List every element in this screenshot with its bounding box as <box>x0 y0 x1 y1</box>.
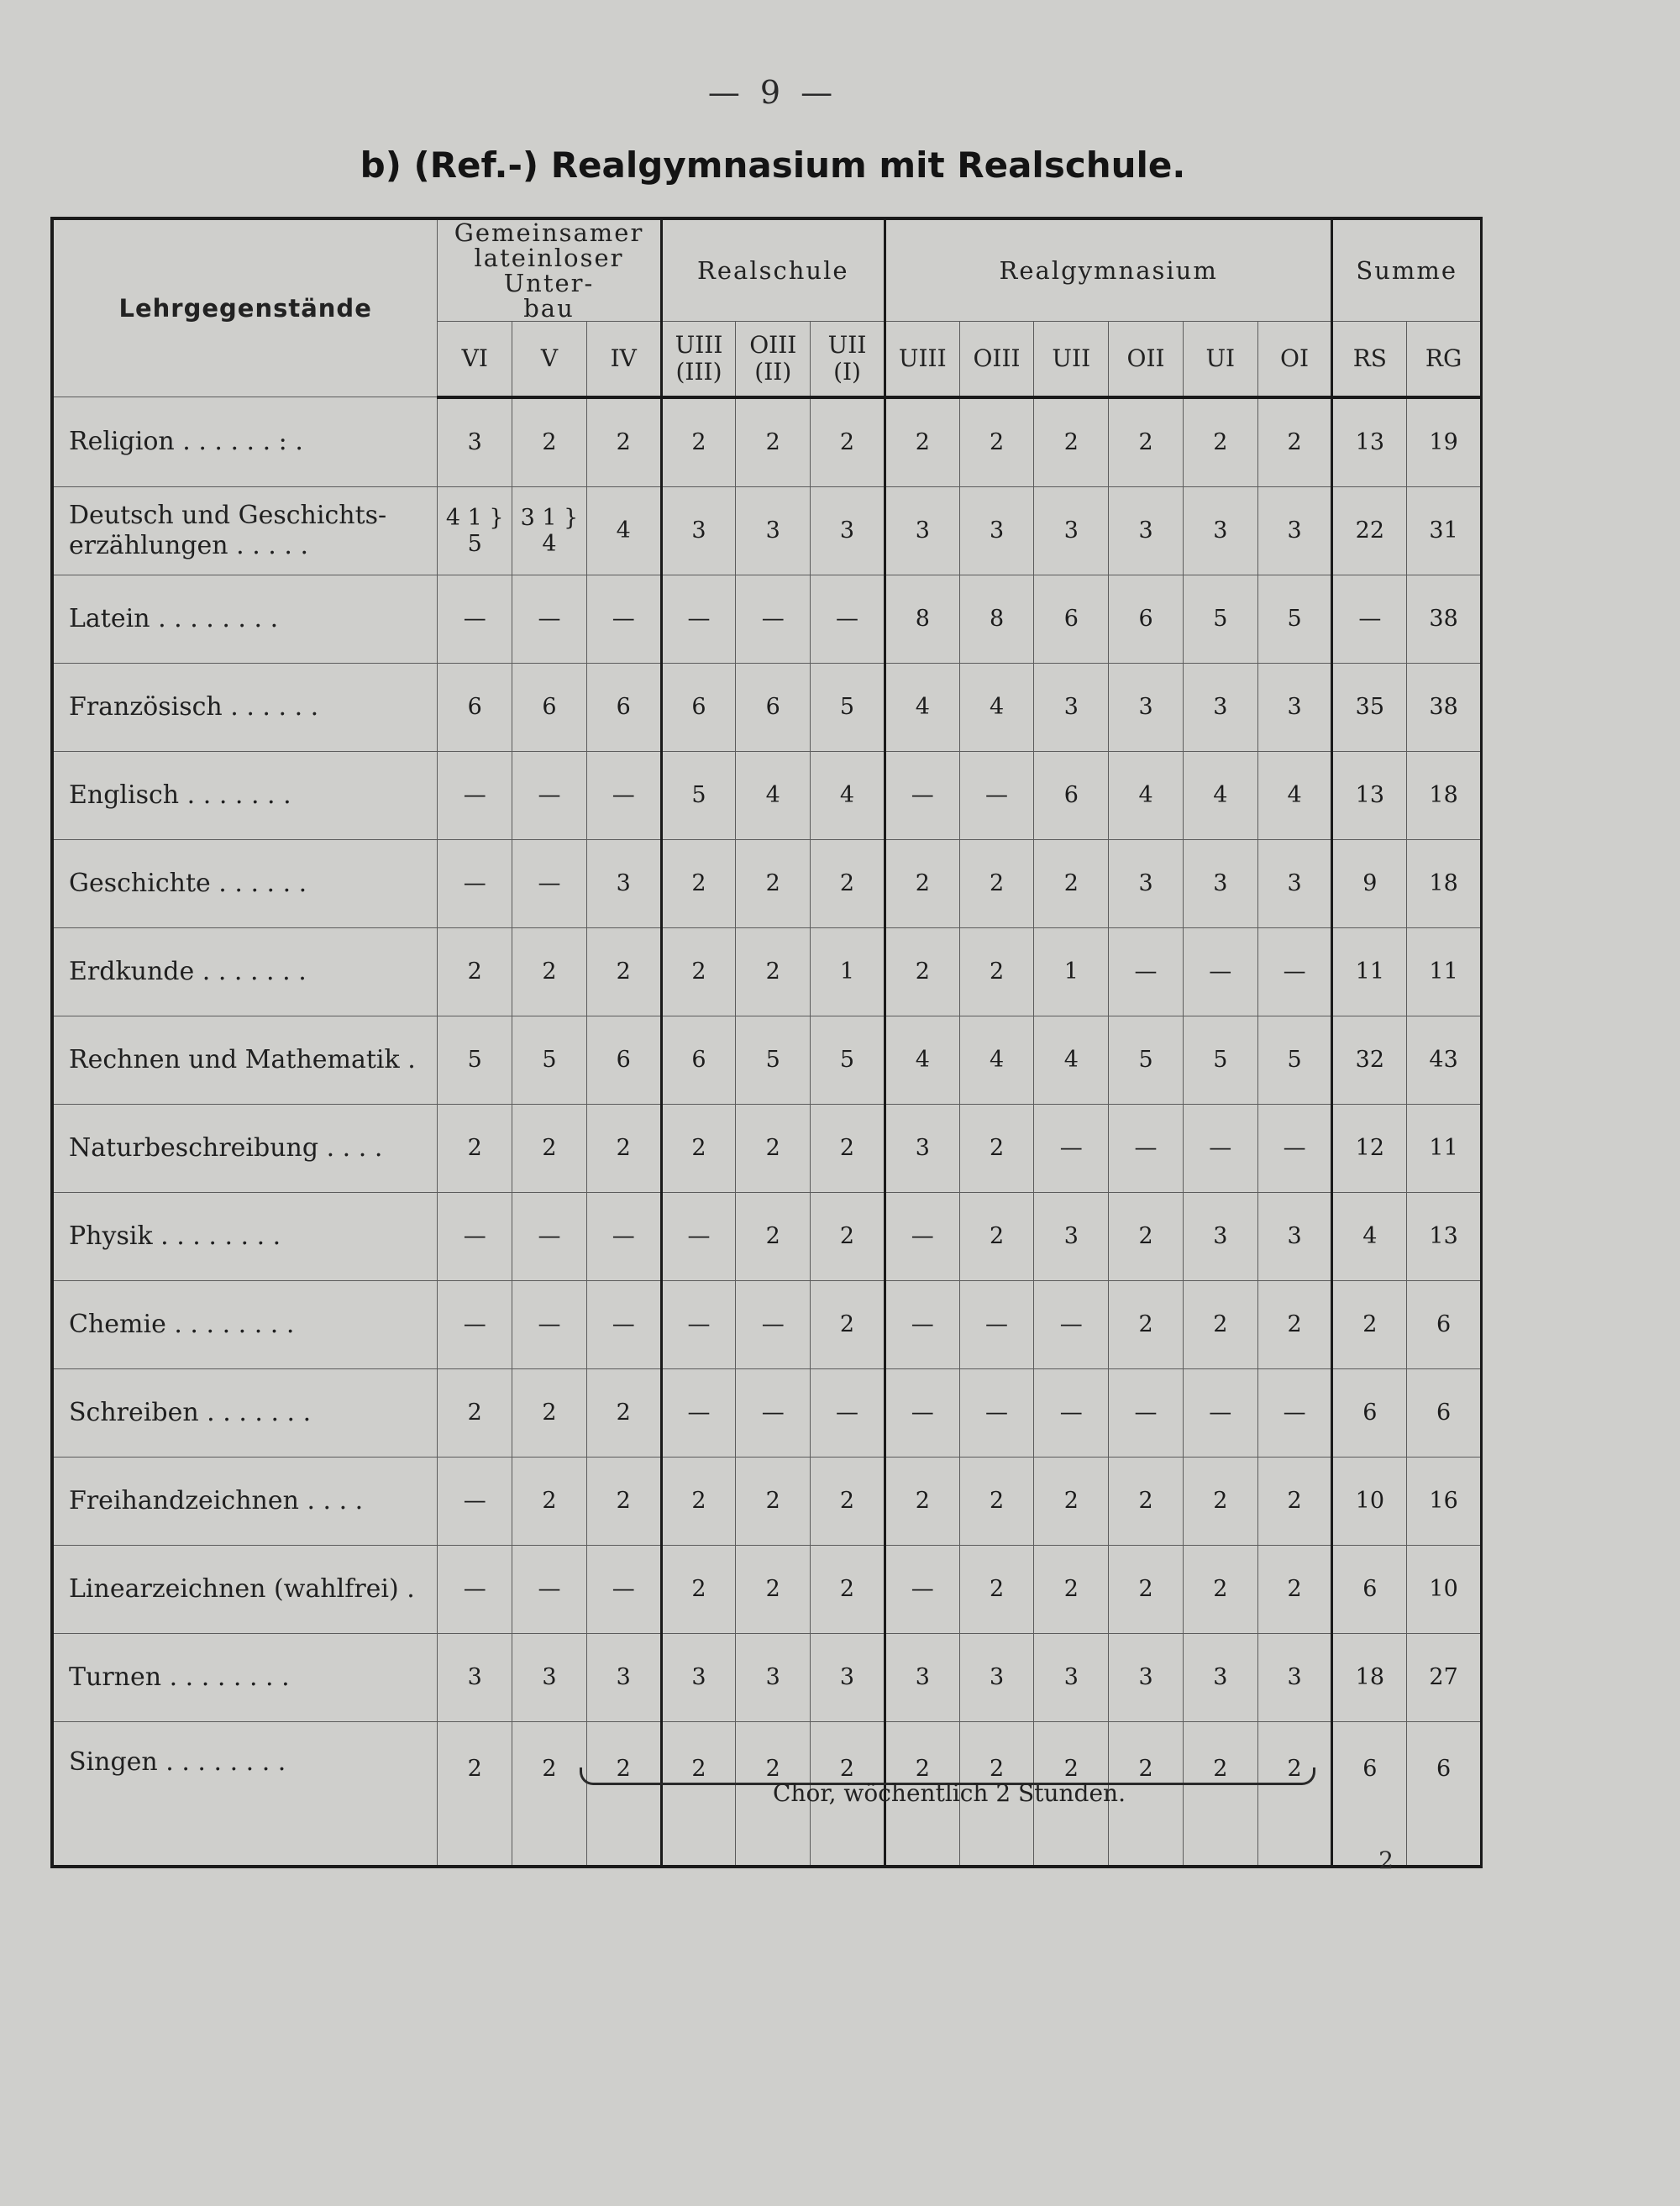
subject-cell: Englisch . . . . . . . <box>52 751 438 839</box>
hours-cell: 3 <box>1109 486 1184 575</box>
hours-cell: 2 <box>811 1280 885 1368</box>
page-number: — 9 — <box>707 74 838 111</box>
hours-cell: 5 <box>811 663 885 751</box>
sum-cell: 31 <box>1407 486 1482 575</box>
hours-cell: 2 <box>512 1721 587 1867</box>
hours-cell: 3 <box>1183 839 1257 927</box>
hours-cell: 3 <box>959 486 1034 575</box>
sum-cell: 10 <box>1332 1457 1407 1545</box>
hours-cell: 2 <box>959 839 1034 927</box>
hours-cell: 2 <box>1257 397 1332 487</box>
hours-cell: — <box>959 1280 1034 1368</box>
column-header: VI <box>438 322 512 397</box>
column-header: UII (I) <box>811 322 885 397</box>
hours-cell: 2 <box>586 1104 661 1192</box>
hours-cell: 3 <box>959 1633 1034 1721</box>
hours-cell: 2 <box>736 1104 811 1192</box>
hours-cell: 3 <box>1109 1633 1184 1721</box>
hours-cell: — <box>1257 1368 1332 1457</box>
hours-cell: 3 <box>736 486 811 575</box>
hours-cell: — <box>1183 1368 1257 1457</box>
hours-cell: 6 <box>736 663 811 751</box>
sum-cell: 13 <box>1332 751 1407 839</box>
hours-cell: 3 <box>1034 663 1109 751</box>
hours-cell: 2 <box>1109 1457 1184 1545</box>
hours-cell: 2 <box>1257 1545 1332 1633</box>
hours-cell: 6 <box>586 1016 661 1104</box>
subject-cell: Singen . . . . . . . . <box>52 1721 438 1867</box>
hours-cell: 2 <box>661 839 736 927</box>
hours-cell: 2 <box>959 1545 1034 1633</box>
hours-cell: 2 <box>736 1721 811 1867</box>
hours-cell: 4 <box>885 663 959 751</box>
sum-cell: 9 <box>1332 839 1407 927</box>
hours-cell: 6 <box>512 663 587 751</box>
table-row <box>52 663 1482 751</box>
hours-cell: 3 <box>885 1104 959 1192</box>
hours-cell: 3 <box>1257 839 1332 927</box>
hours-cell: 3 <box>512 1633 587 1721</box>
hours-cell: 5 <box>438 1016 512 1104</box>
subject-cell: Rechnen und Mathematik . <box>52 1016 438 1104</box>
hours-cell: — <box>736 1280 811 1368</box>
table-row <box>52 1457 1482 1545</box>
hours-cell: 2 <box>586 927 661 1016</box>
hours-cell: 5 <box>811 1016 885 1104</box>
hours-cell: 2 <box>959 1457 1034 1545</box>
group-header: Realschule <box>661 218 885 322</box>
hours-cell: 4 <box>586 486 661 575</box>
column-header: V <box>512 322 587 397</box>
hours-cell: 6 <box>586 663 661 751</box>
hours-cell: 2 <box>661 1721 736 1867</box>
hours-cell: 6 <box>661 663 736 751</box>
table-body <box>52 397 1482 1867</box>
hours-cell: 5 <box>661 751 736 839</box>
hours-cell: — <box>661 1368 736 1457</box>
table-row <box>52 486 1482 575</box>
hours-cell: — <box>512 575 587 663</box>
hours-cell: 3 <box>811 1633 885 1721</box>
sum-cell: 32 <box>1332 1016 1407 1104</box>
hours-cell: 2 <box>1109 1545 1184 1633</box>
hours-cell: — <box>438 575 512 663</box>
hours-cell: 3 <box>1183 1633 1257 1721</box>
page-title: b) (Ref.-) Realgymnasium mit Realschule. <box>360 144 1186 186</box>
hours-cell: 2 <box>811 1192 885 1280</box>
hours-cell: 2 <box>1034 839 1109 927</box>
sum-cell: 2 <box>1332 1280 1407 1368</box>
hours-cell: — <box>1257 927 1332 1016</box>
hours-cell: 2 <box>1257 1721 1332 1867</box>
hours-cell: 2 <box>512 1104 587 1192</box>
table-row <box>52 1633 1482 1721</box>
table-row <box>52 1368 1482 1457</box>
hours-cell: 2 <box>661 927 736 1016</box>
hours-cell: — <box>512 1545 587 1633</box>
hours-cell: 2 <box>959 1104 1034 1192</box>
hours-cell: — <box>1109 1104 1184 1192</box>
table-row <box>52 839 1482 927</box>
table-row <box>52 927 1482 1016</box>
hours-cell: 2 <box>512 397 587 487</box>
hours-cell: 2 <box>1109 1192 1184 1280</box>
sum-cell: 43 <box>1407 1016 1482 1104</box>
hours-cell: — <box>1034 1104 1109 1192</box>
table-row <box>52 1192 1482 1280</box>
hours-cell: 2 <box>586 397 661 487</box>
hours-cell: — <box>661 1280 736 1368</box>
hours-cell: 2 <box>661 397 736 487</box>
sum-cell: 19 <box>1407 397 1482 487</box>
hours-cell: 3 <box>1183 663 1257 751</box>
hours-cell: — <box>438 1280 512 1368</box>
sum-cell: 6 <box>1407 1368 1482 1457</box>
hours-cell: — <box>1257 1104 1332 1192</box>
sum-cell: 18 <box>1407 839 1482 927</box>
hours-cell: 3 <box>885 1633 959 1721</box>
hours-cell: 6 <box>1034 575 1109 663</box>
sum-cell: 13 <box>1332 397 1407 487</box>
hours-cell: 2 <box>811 1104 885 1192</box>
hours-cell: — <box>661 1192 736 1280</box>
sum-cell: 6 <box>1332 1368 1407 1457</box>
hours-cell: 5 <box>1183 575 1257 663</box>
hours-cell: 2 <box>885 397 959 487</box>
hours-cell: 2 <box>1183 1721 1257 1867</box>
sum-cell: — <box>1332 575 1407 663</box>
subject-cell: Erdkunde . . . . . . . <box>52 927 438 1016</box>
hours-cell: 3 <box>661 1633 736 1721</box>
hours-cell: — <box>885 1545 959 1633</box>
hours-cell: 2 <box>811 839 885 927</box>
sum-cell: 35 <box>1332 663 1407 751</box>
hours-cell: 4 <box>811 751 885 839</box>
column-header: RS <box>1332 322 1407 397</box>
hours-cell: 3 <box>1034 486 1109 575</box>
hours-cell: 2 <box>1109 397 1184 487</box>
hours-cell: 2 <box>586 1721 661 1867</box>
hours-cell: 2 <box>438 1368 512 1457</box>
curriculum-table <box>50 217 1483 1868</box>
table-row <box>52 1280 1482 1368</box>
table-row <box>52 575 1482 663</box>
table-row <box>52 397 1482 487</box>
hours-cell: 2 <box>1034 1457 1109 1545</box>
hours-cell: 2 <box>512 1368 587 1457</box>
hours-cell: 2 <box>811 1457 885 1545</box>
hours-cell: 3 <box>1257 1192 1332 1280</box>
hours-cell: 2 <box>959 397 1034 487</box>
column-header: OI <box>1257 322 1332 397</box>
sum-cell: 18 <box>1407 751 1482 839</box>
hours-cell: 2 <box>1257 1280 1332 1368</box>
hours-cell: — <box>885 1192 959 1280</box>
hours-cell: 3 <box>1257 663 1332 751</box>
subject-column-header: Lehrgegenstände <box>52 218 438 397</box>
hours-cell: — <box>438 1192 512 1280</box>
hours-cell: — <box>586 751 661 839</box>
hours-cell: — <box>1183 1104 1257 1192</box>
hours-cell: — <box>736 575 811 663</box>
hours-cell: — <box>586 1192 661 1280</box>
hours-cell: 4 1 } 5 <box>438 486 512 575</box>
hours-cell: — <box>438 839 512 927</box>
table-row <box>52 1545 1482 1633</box>
sum-cell: 11 <box>1332 927 1407 1016</box>
table-row <box>52 1104 1482 1192</box>
column-header: UIII <box>885 322 959 397</box>
sum-cell: 6 <box>1407 1721 1482 1867</box>
hours-cell: — <box>959 1368 1034 1457</box>
hours-cell: 2 <box>661 1545 736 1633</box>
group-header: Summe <box>1332 218 1482 322</box>
hours-cell: 8 <box>959 575 1034 663</box>
hours-cell: — <box>512 839 587 927</box>
hours-cell: 3 <box>1109 663 1184 751</box>
subject-cell: Religion . . . . . . : . <box>52 397 438 487</box>
hours-cell: 2 <box>512 1457 587 1545</box>
column-header: UI <box>1183 322 1257 397</box>
hours-cell: 3 <box>1183 486 1257 575</box>
hours-cell: 2 <box>736 1192 811 1280</box>
hours-cell: 2 <box>1183 1457 1257 1545</box>
sum-cell: 10 <box>1407 1545 1482 1633</box>
hours-cell: 2 <box>736 1545 811 1633</box>
hours-cell: 2 <box>736 927 811 1016</box>
subject-cell: Chemie . . . . . . . . <box>52 1280 438 1368</box>
hours-cell: 2 <box>1034 397 1109 487</box>
hours-cell: 2 <box>736 1457 811 1545</box>
hours-cell: 5 <box>512 1016 587 1104</box>
hours-cell: 4 <box>1183 751 1257 839</box>
hours-cell: 4 <box>885 1016 959 1104</box>
hours-cell: 8 <box>885 575 959 663</box>
hours-cell: 1 <box>811 927 885 1016</box>
group-header: Realgymnasium <box>885 218 1332 322</box>
hours-cell: 2 <box>438 1104 512 1192</box>
hours-cell: 2 <box>512 927 587 1016</box>
hours-cell: — <box>811 575 885 663</box>
sum-cell: 22 <box>1332 486 1407 575</box>
sum-cell: 38 <box>1407 663 1482 751</box>
hours-cell: 2 <box>1183 397 1257 487</box>
hours-cell: 3 <box>586 1633 661 1721</box>
hours-cell: 5 <box>1109 1016 1184 1104</box>
hours-cell: — <box>885 1368 959 1457</box>
hours-cell: 3 <box>661 486 736 575</box>
hours-cell: — <box>586 1280 661 1368</box>
group-header: Gemeinsamer lateinloser Unter- bau <box>438 218 661 322</box>
sum-cell: 12 <box>1332 1104 1407 1192</box>
hours-cell: — <box>512 1192 587 1280</box>
hours-cell: 2 <box>661 1104 736 1192</box>
subject-cell: Latein . . . . . . . . <box>52 575 438 663</box>
sum-cell: 6 <box>1332 1721 1407 1867</box>
hours-cell: 2 <box>1183 1545 1257 1633</box>
hours-cell: — <box>438 1545 512 1633</box>
hours-cell: 1 <box>1034 927 1109 1016</box>
hours-cell: 2 <box>959 1721 1034 1867</box>
hours-cell: 3 <box>1257 1633 1332 1721</box>
hours-cell: 2 <box>438 927 512 1016</box>
hours-cell: 4 <box>1034 1016 1109 1104</box>
hours-cell: — <box>1109 1368 1184 1457</box>
hours-cell: 3 <box>586 839 661 927</box>
hours-cell: — <box>736 1368 811 1457</box>
hours-cell: 2 <box>885 927 959 1016</box>
hours-cell: 3 <box>885 486 959 575</box>
column-header: OIII <box>959 322 1034 397</box>
column-header: UII <box>1034 322 1109 397</box>
hours-cell: 3 <box>438 397 512 487</box>
hours-cell: 3 <box>1257 486 1332 575</box>
subject-cell: Französisch . . . . . . <box>52 663 438 751</box>
table-row <box>52 751 1482 839</box>
hours-cell: 2 <box>1109 1280 1184 1368</box>
hours-cell: — <box>885 751 959 839</box>
hours-cell: 2 <box>438 1721 512 1867</box>
sum-cell: 11 <box>1407 927 1482 1016</box>
hours-cell: — <box>586 575 661 663</box>
sum-cell: 11 <box>1407 1104 1482 1192</box>
hours-cell: — <box>512 1280 587 1368</box>
hours-cell: — <box>885 1280 959 1368</box>
hours-cell: 2 <box>959 1192 1034 1280</box>
hours-cell: 2 <box>885 1457 959 1545</box>
hours-cell: — <box>586 1545 661 1633</box>
hours-cell: — <box>959 751 1034 839</box>
hours-cell: 2 <box>1109 1721 1184 1867</box>
hours-cell: — <box>1034 1280 1109 1368</box>
hours-cell: 2 <box>959 927 1034 1016</box>
hours-cell: — <box>512 751 587 839</box>
sum-cell: 6 <box>1332 1545 1407 1633</box>
hours-cell: 4 <box>1257 751 1332 839</box>
hours-cell: — <box>811 1368 885 1457</box>
column-header: UIII (III) <box>661 322 736 397</box>
hours-cell: 2 <box>811 397 885 487</box>
hours-cell: 4 <box>959 1016 1034 1104</box>
hours-cell: 3 1 } 4 <box>512 486 587 575</box>
hours-cell: 2 <box>885 839 959 927</box>
hours-cell: — <box>1034 1368 1109 1457</box>
sum-cell: 13 <box>1407 1192 1482 1280</box>
hours-cell: 3 <box>1034 1633 1109 1721</box>
hours-cell: 2 <box>586 1457 661 1545</box>
hours-cell: 2 <box>1034 1545 1109 1633</box>
hours-cell: 3 <box>438 1633 512 1721</box>
singen-note: Chor, wöchentlich 2 Stunden. <box>773 1779 1126 1807</box>
hours-cell: 4 <box>1109 751 1184 839</box>
hours-cell: 2 <box>811 1545 885 1633</box>
hours-cell: 6 <box>1034 751 1109 839</box>
hours-cell: 2 <box>811 1721 885 1867</box>
sum-cell: 38 <box>1407 575 1482 663</box>
hours-cell: 6 <box>661 1016 736 1104</box>
hours-cell: 3 <box>1109 839 1184 927</box>
subject-cell: Schreiben . . . . . . . <box>52 1368 438 1457</box>
hours-cell: 5 <box>1183 1016 1257 1104</box>
subject-cell: Geschichte . . . . . . <box>52 839 438 927</box>
subject-cell: Freihandzeichnen . . . . <box>52 1457 438 1545</box>
hours-cell: — <box>661 575 736 663</box>
hours-cell: — <box>1183 927 1257 1016</box>
subject-cell: Turnen . . . . . . . . <box>52 1633 438 1721</box>
table-row <box>52 1016 1482 1104</box>
hours-cell: — <box>438 1457 512 1545</box>
sum-cell: 27 <box>1407 1633 1482 1721</box>
column-header: OII <box>1109 322 1184 397</box>
subject-cell: Deutsch und Geschichts- erzählungen . . . . . <box>52 486 438 575</box>
hours-cell: 2 <box>885 1721 959 1867</box>
hours-cell: — <box>1109 927 1184 1016</box>
hours-cell: 6 <box>1109 575 1184 663</box>
hours-cell: 2 <box>1183 1280 1257 1368</box>
hours-cell: 3 <box>736 1633 811 1721</box>
subject-cell: Physik . . . . . . . . <box>52 1192 438 1280</box>
sum-cell: 16 <box>1407 1457 1482 1545</box>
hours-cell: 4 <box>736 751 811 839</box>
column-header: OIII (II) <box>736 322 811 397</box>
hours-cell: 5 <box>1257 1016 1332 1104</box>
hours-cell: 3 <box>1183 1192 1257 1280</box>
column-header: RG <box>1407 322 1482 397</box>
hours-cell: 3 <box>1034 1192 1109 1280</box>
sum-cell: 4 <box>1332 1192 1407 1280</box>
hours-cell: 5 <box>1257 575 1332 663</box>
hours-cell: 2 <box>1257 1457 1332 1545</box>
sum-cell: 6 <box>1407 1280 1482 1368</box>
hours-cell: 2 <box>736 839 811 927</box>
hours-cell: 2 <box>1034 1721 1109 1867</box>
sheet-number: 2 <box>1378 1846 1394 1874</box>
hours-cell: 2 <box>586 1368 661 1457</box>
sum-cell: 18 <box>1332 1633 1407 1721</box>
hours-cell: 2 <box>736 397 811 487</box>
subject-cell: Naturbeschreibung . . . . <box>52 1104 438 1192</box>
hours-cell: 2 <box>661 1457 736 1545</box>
hours-cell: 4 <box>959 663 1034 751</box>
hours-cell: 3 <box>811 486 885 575</box>
column-header: IV <box>586 322 661 397</box>
hours-cell: 5 <box>736 1016 811 1104</box>
hours-cell: 6 <box>438 663 512 751</box>
subject-cell: Linearzeichnen (wahlfrei) . <box>52 1545 438 1633</box>
hours-cell: — <box>438 751 512 839</box>
